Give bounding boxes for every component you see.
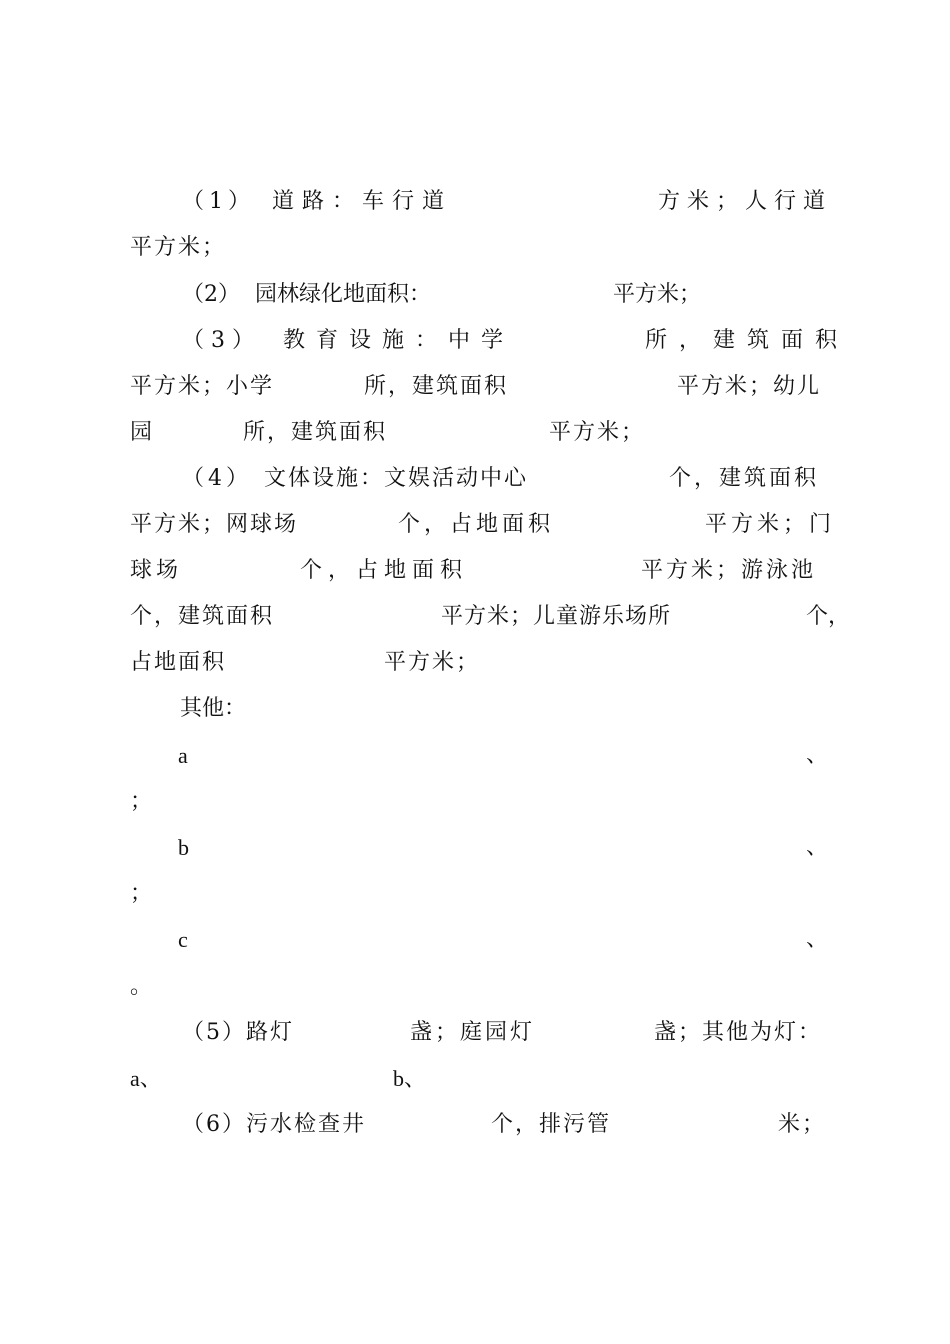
item-3-unit-2: 平方米；幼儿	[677, 374, 822, 399]
item-1-road-label: 道路：车行道	[272, 189, 453, 214]
item-4-ge-2: 个，占地面积	[398, 512, 555, 537]
other-label: 其他：	[180, 696, 247, 721]
other-c-separator: 、	[806, 927, 829, 952]
item-3-yuan: 园	[130, 420, 153, 445]
item-5-zhan-1: 盏；庭园灯	[410, 1020, 536, 1045]
item-6-mi: 米；	[778, 1112, 827, 1137]
item-5-b: b、	[393, 1066, 427, 1091]
item-4-number: （4）	[182, 466, 252, 491]
other-b-end: ；	[130, 881, 153, 906]
item-4-unit-4: 平方米；儿童游乐场所	[441, 604, 672, 629]
item-3-suo-2: 所，建筑面积	[364, 374, 509, 399]
item-3-number: （3）	[182, 328, 261, 353]
item-5-a: a、	[130, 1066, 162, 1091]
item-4-area: 占地面积	[130, 650, 227, 675]
item-4-label: 文体设施：文娱活动中心	[264, 466, 529, 491]
other-b-label: b	[178, 835, 189, 860]
item-4-qiu: 球场	[130, 558, 183, 583]
item-2-label: 园林绿化地面积：	[255, 282, 432, 307]
item-4-unit-2: 平方米；门	[705, 512, 836, 537]
other-b-separator: 、	[806, 835, 829, 860]
item-2-number: （2）	[182, 282, 240, 307]
item-6-label: （6）污水检查井	[182, 1112, 366, 1137]
other-c-label: c	[178, 927, 188, 952]
item-3-unit-3: 平方米；	[549, 420, 646, 445]
item-3-suo-3: 所，建筑面积	[243, 420, 388, 445]
item-1-number: （1）	[182, 189, 255, 214]
item-4-ge-1: 个，建筑面积	[669, 466, 820, 491]
other-c-end: 。	[130, 974, 153, 999]
item-4-ge-5: 个，	[806, 604, 851, 629]
item-5-zhan-2: 盏；其他为灯：	[654, 1020, 823, 1045]
item-4-unit-3: 平方米；游泳池	[641, 558, 817, 583]
other-a-separator: 、	[806, 743, 829, 768]
item-1-unit-a: 方米；人行道	[658, 189, 833, 214]
item-4-ge-4: 个，建筑面积	[130, 604, 275, 629]
item-1-unit-b: 平方米；	[130, 235, 227, 260]
item-3-unit-1: 平方米；小学	[130, 374, 275, 399]
other-a-label: a	[178, 743, 188, 768]
item-6-ge: 个，排污管	[491, 1112, 612, 1137]
item-3-suo-1: 所，建筑面积	[645, 328, 850, 353]
item-4-unit-1: 平方米；网球场	[130, 512, 299, 537]
item-4-ge-3: 个，占地面积	[300, 558, 469, 583]
item-5-label: （5）路灯	[182, 1020, 294, 1045]
item-2-unit: 平方米；	[613, 282, 702, 307]
item-4-unit-5: 平方米；	[384, 650, 481, 675]
other-a-end: ；	[130, 789, 153, 814]
item-3-label: 教育设施：中学	[283, 328, 515, 353]
